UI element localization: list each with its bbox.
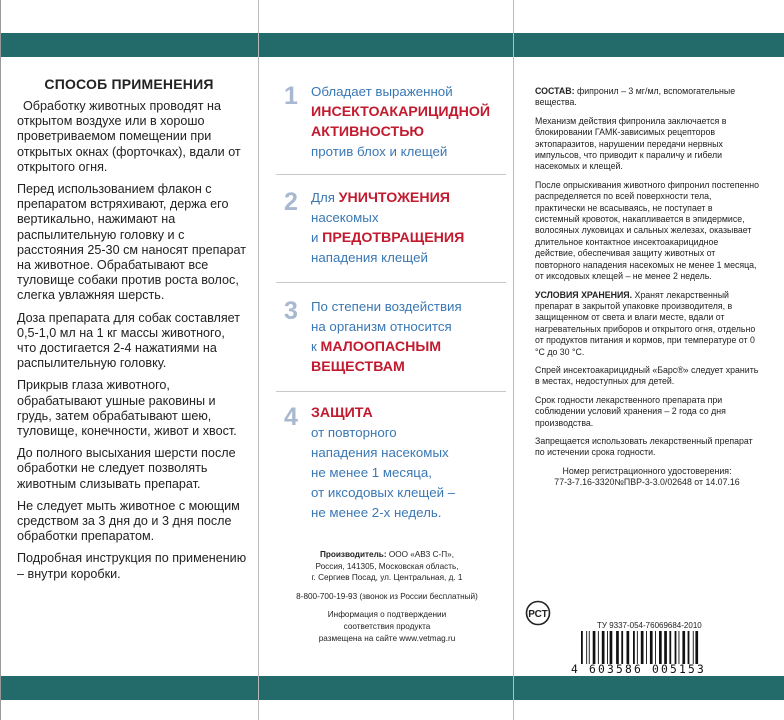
- producer-address: г. Сергиев Посад, ул. Центральная, д. 1: [311, 573, 463, 583]
- feature-number: 2: [284, 188, 298, 216]
- barcode-bar: [602, 631, 605, 664]
- barcode-bar: [682, 631, 685, 664]
- feature-line: насекомых: [311, 210, 379, 225]
- distribution-paragraph: После опрыскивания животного фипронил постепенно распределяется по всей поверхности тела, практически не всасываясь, не поступает в системный кровоток, накапливается в эпидермисе, волосяных луковицах и сальных железах, оказывает длительное контактное инсектоакарицидное действие, обеспечивая защиту животных от повторного нападения насекомых не менее 1 месяца, от иксодовых клещей – не менее 2 недель.: [535, 179, 759, 282]
- barcode-bar: [693, 631, 694, 664]
- feature-highlight: ЗАЩИТА: [311, 405, 373, 421]
- feature-line: нападения насекомых: [311, 445, 449, 460]
- barcode-bar: [581, 631, 583, 664]
- feature-line: Обладает выраженной: [311, 84, 453, 99]
- storage-text: Хранят лекарственный препарат в закрытой упаковке производителя, в защищенном от света и влаги месте, вдали от нагревательных приборов и открытого огня, отдельно от продуктов питания и кормов, при температуре от 0 °С до 30 °С.: [535, 289, 756, 357]
- registration-label: Номер регистрационного удостоверения:: [562, 465, 732, 476]
- barcode-bar: [646, 631, 647, 664]
- phone: 8-800-700-19-93 (звонок из России бесплатный): [296, 591, 478, 601]
- usage-title: СПОСОБ ПРИМЕНЕНИЯ: [44, 76, 214, 92]
- composition-label: СОСТАВ:: [535, 86, 575, 96]
- barcode-bar: [664, 631, 667, 664]
- usage-paragraph: Подробная инструкция по применению – внутри коробки.: [17, 551, 247, 581]
- feature-line: к: [311, 339, 321, 354]
- conformity-info: соответствия продукта: [343, 621, 431, 631]
- producer-label: Производитель:: [319, 550, 387, 559]
- feature-number: 4: [284, 403, 298, 431]
- producer-address: Россия, 141305, Московская область,: [315, 561, 459, 571]
- feature-line: не менее 1 месяца,: [311, 465, 432, 480]
- barcode-bar: [586, 631, 587, 664]
- barcode-bar: [616, 631, 619, 664]
- divider: [276, 174, 506, 175]
- spray-storage-paragraph: Спрей инсектоакарицидный «Барс®» следует хранить в местах, недоступных для детей.: [535, 364, 759, 387]
- divider: [276, 391, 506, 392]
- barcode-bar: [655, 631, 656, 664]
- producer-info: [264, 549, 510, 644]
- feature-highlight: ИНСЕКТОАКАРИЦИДНОЙ: [311, 104, 491, 120]
- barcode-bar: [641, 631, 644, 664]
- usage-paragraph: До полного высыхания шерсти после обработки не следует позволять животным слизывать препарат.: [17, 446, 236, 491]
- certification-mark-icon: [525, 600, 551, 626]
- barcode-bar: [627, 631, 630, 664]
- conformity-info: размещена на сайте www.vetmag.ru: [318, 633, 456, 643]
- barcode-bar: [637, 631, 638, 664]
- feature-line: от иксодовых клещей –: [311, 485, 456, 500]
- barcode-bar: [650, 631, 653, 664]
- divider: [276, 282, 506, 283]
- barcode-bar: [589, 631, 590, 664]
- barcode-bar: [675, 631, 677, 664]
- barcode-bar: [593, 631, 596, 664]
- feature-highlight: МАЛООПАСНЫМ: [320, 339, 442, 355]
- usage-paragraph: Обработку животных проводят на открытом воздухе или в хорошо проветриваемом помещении при открытых окнах (форточках), вдали от открытого огня.: [17, 99, 241, 174]
- feature-number: 3: [284, 297, 298, 325]
- barcode-icon: [580, 631, 754, 664]
- feature-line: от повторного: [311, 425, 397, 440]
- barcode-bar: [669, 631, 671, 664]
- feature-highlight: АКТИВНОСТЬЮ: [311, 124, 425, 140]
- feature-line: не менее 2-х недель.: [311, 505, 442, 520]
- usage-paragraph: Прикрыв глаза животного, обрабатывают ушные раковины и грудь, затем обрабатывают шею, туловище, конечности, живот и хвост.: [17, 378, 237, 439]
- composition-text: [535, 86, 759, 489]
- storage-label: УСЛОВИЯ ХРАНЕНИЯ.: [535, 289, 633, 300]
- certification-mark-text: РСТ: [528, 609, 548, 620]
- usage-paragraph: Не следует мыть животное с моющим средством за 3 дня до и 3 дня после обработки препаратом.: [17, 498, 240, 544]
- feature-highlight: ПРЕДОТВРАЩЕНИЯ: [322, 230, 465, 246]
- forbidden-paragraph: Запрещается использовать лекарственный препарат по истечении срока годности.: [535, 435, 753, 458]
- feature-number: 1: [284, 82, 298, 110]
- barcode-bar: [679, 631, 680, 664]
- feature-line: и: [311, 230, 323, 245]
- feature-line: По степени воздействия: [311, 299, 462, 314]
- usage-paragraph: Доза препарата для собак составляет 0,5-1,0 мл на 1 кг массы животного, что достигается 2-4 нажатиями на распылительную головку.: [17, 310, 241, 371]
- usage-text: [17, 99, 247, 589]
- barcode-bar: [695, 631, 698, 664]
- feature-line: Для: [311, 190, 339, 205]
- barcode-bar: [598, 631, 599, 664]
- feature-line: на организм относится: [311, 319, 452, 334]
- barcode-bar: [688, 631, 690, 664]
- feature-line: против блох и клещей: [311, 144, 448, 159]
- registration-number: 77-3-7.16-3320№ПВР-3-3.0/02648 от 14.07.16: [554, 477, 740, 488]
- barcode-bar: [621, 631, 623, 664]
- feature-highlight: ВЕЩЕСТВАМ: [311, 359, 405, 375]
- feature-line: нападения клещей: [311, 250, 428, 265]
- tech-spec-number: ТУ 9337-054-76069684-2010: [597, 621, 702, 630]
- barcode-bar: [610, 631, 613, 664]
- usage-paragraph: Перед использованием флакон с препаратом встряхивают, держа его вертикально, нажимают на распылительную головку и с расстояния 25-30 см наносят препарат на животное. Обрабатывают все туловище собаки против роста волос, слегка увлажняя шерсть.: [17, 182, 246, 303]
- barcode-digits: 4 603586 005153: [571, 663, 707, 676]
- mechanism-paragraph: Механизм действия фипронила заключается в блокировании ГАМК-зависимых рецепторов эктопаразитов, нарушении передачи нервных импульсов, что приводит к параличу и гибели насекомых и клещей.: [535, 115, 727, 172]
- barcode-bar: [633, 631, 635, 664]
- feature-highlight: УНИЧТОЖЕНИЯ: [338, 190, 450, 206]
- producer-name: ООО «АВЗ С-П»,: [386, 550, 454, 559]
- barcode-bar: [607, 631, 608, 664]
- composition-value: фипронил – 3 мг/мл, вспомогательные вещества.: [535, 86, 736, 108]
- conformity-info: Информация о подтверждении: [327, 610, 447, 620]
- barcode-bar: [659, 631, 662, 664]
- shelf-life-paragraph: Срок годности лекарственного препарата при соблюдении условий хранения – 2 года со дня производства.: [535, 394, 726, 428]
